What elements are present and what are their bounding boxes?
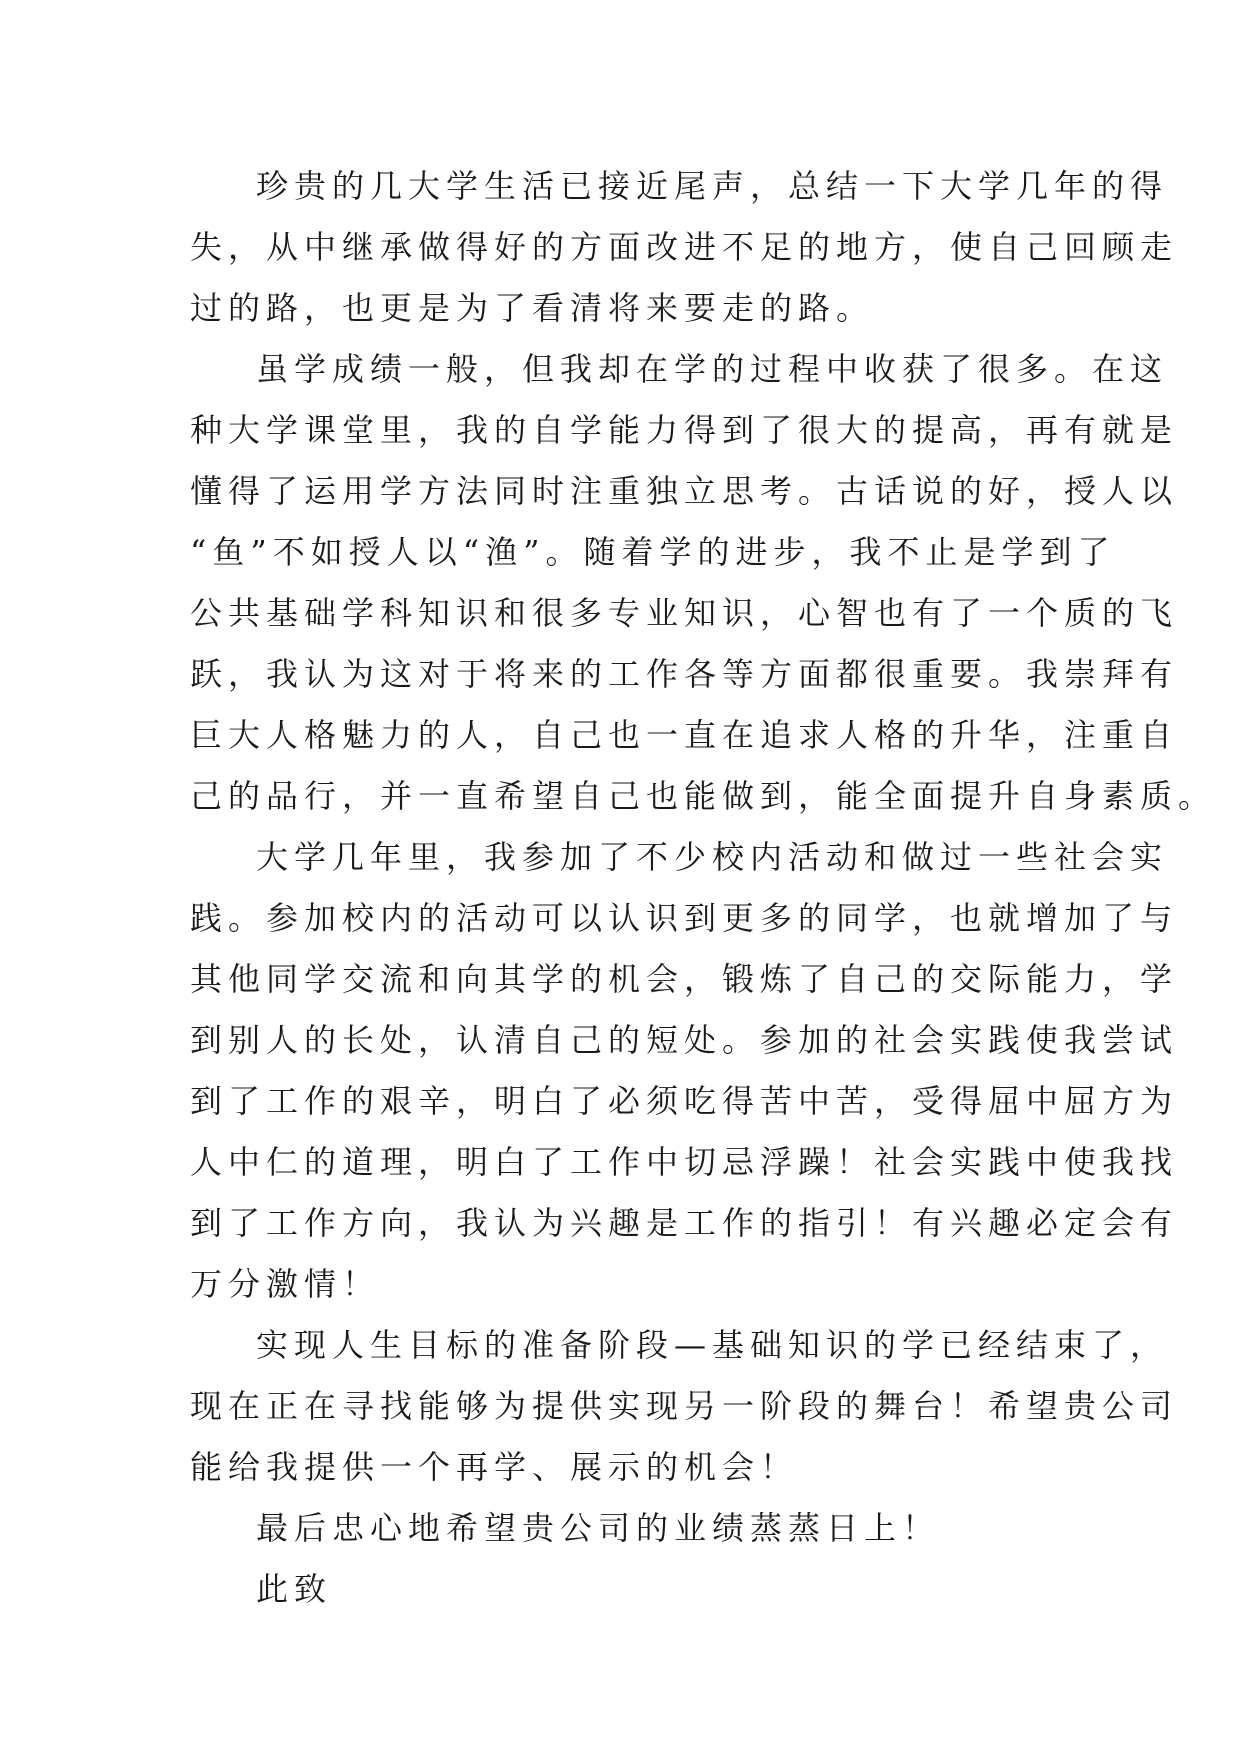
text-line: 能给我提供一个再学、展示的机会！ (190, 1448, 799, 1486)
text-line: 公共基础学科知识和很多专业知识，心智也有了一个质的飞 (190, 594, 1179, 632)
text-line: 此致 (256, 1570, 333, 1608)
text-line: 失，从中继承做得好的方面改进不足的地方，使自己回顾走 (190, 228, 1179, 266)
text-line: 懂得了运用学方法同时注重独立思考。古话说的好，授人以 (190, 472, 1179, 510)
text-line: 珍贵的几大学生活已接近尾声，总结一下大学几年的得 (256, 167, 1169, 205)
text-line: 最后忠心地希望贵公司的业绩蒸蒸日上！ (256, 1509, 941, 1547)
text-line: 到了工作的艰辛，明白了必须吃得苦中苦，受得屈中屈方为 (190, 1082, 1179, 1120)
paragraph-1 (190, 156, 1179, 339)
text-line: 大学几年里，我参加了不少校内活动和做过一些社会实 (256, 838, 1169, 876)
text-line: 现在正在寻找能够为提供实现另一阶段的舞台！希望贵公司 (190, 1387, 1179, 1425)
text-line: 其他同学交流和向其学的机会，锻炼了自己的交际能力，学 (190, 960, 1179, 998)
closing-salutation (190, 1559, 1050, 1620)
text-line: 人中仁的道理，明白了工作中切忌浮躁！社会实践中使我找 (190, 1143, 1179, 1181)
text-line: 践。参加校内的活动可以认识到更多的同学，也就增加了与 (190, 899, 1179, 937)
text-line: 万分激情！ (190, 1265, 381, 1303)
text-line: 到了工作方向，我认为兴趣是工作的指引！有兴趣必定会有 (190, 1204, 1179, 1242)
text-line: 过的路，也更是为了看清将来要走的路。 (190, 289, 875, 327)
text-line: 到别人的长处，认清自己的短处。参加的社会实践使我尝试 (190, 1021, 1179, 1059)
paragraph-5 (190, 1498, 1050, 1559)
paragraph-2 (190, 339, 1217, 827)
letter-body (190, 156, 1217, 1620)
paragraph-4 (190, 1315, 1179, 1498)
text-line: 实现人生目标的准备阶段—基础知识的学已经结束了， (256, 1326, 1169, 1364)
text-line: “鱼”不如授人以“渔”。随着学的进步，我不止是学到了 (190, 533, 1116, 571)
text-line: 跃，我认为这对于将来的工作各等方面都很重要。我崇拜有 (190, 655, 1179, 693)
paragraph-3 (190, 827, 1179, 1315)
text-line: 种大学课堂里，我的自学能力得到了很大的提高，再有就是 (190, 411, 1179, 449)
text-line: 己的品行，并一直希望自己也能做到，能全面提升自身素质。 (190, 777, 1217, 815)
text-line: 虽学成绩一般，但我却在学的过程中收获了很多。在这 (256, 350, 1169, 388)
text-line: 巨大人格魅力的人，自己也一直在追求人格的升华，注重自 (190, 716, 1179, 754)
